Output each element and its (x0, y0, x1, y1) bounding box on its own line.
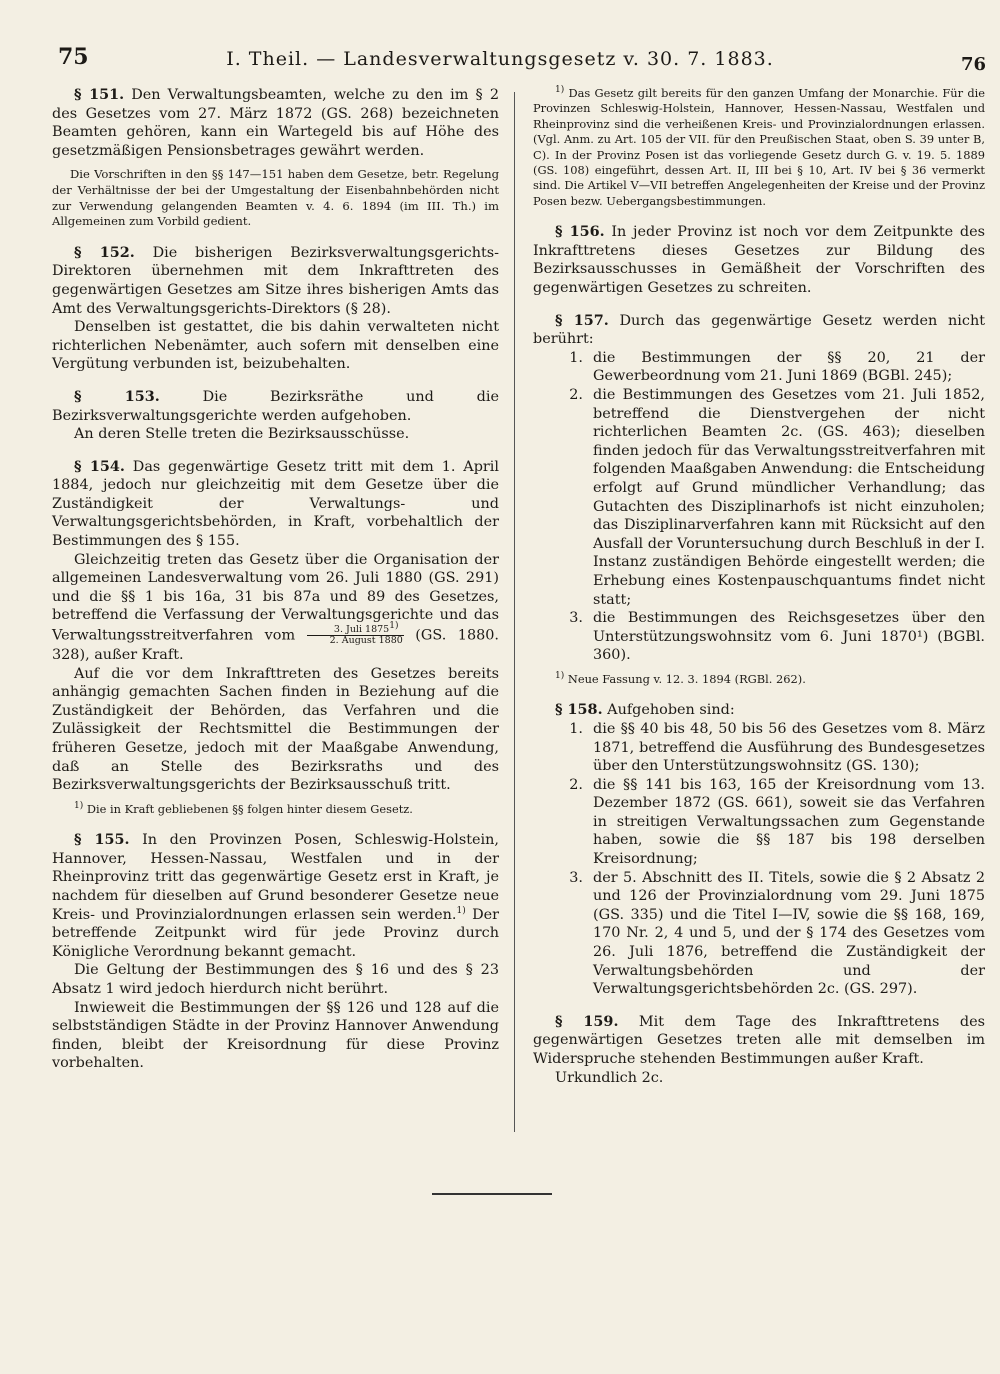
item-text: der 5. Abschnitt des II. Titels, sowie die § 2 Absatz 2 und 126 der Provinzialordnung vom 29. Juni 1875 (GS. 335) und die Titel I—IV, sowie die §§ 168, 169, 170 Nr. 2, 4 und 5, und der § 174 des Gesetzes vom 26. Juli 1876, betreffend die Zuständigkeit der Verwaltungsbehörden und der Verwaltungsgerichtsbehörden 2c. (GS. 297). (593, 869, 985, 998)
section-153-para-2: An deren Stelle treten die Bezirksausschüsse. (74, 426, 410, 443)
section-154-para-2 (52, 551, 499, 665)
section-158 (533, 701, 985, 720)
footnote-mark: 1) (555, 85, 565, 96)
page-number-left: 75 (58, 44, 89, 70)
footnote-text: Das Gesetz gilt bereits für den ganzen Umfang der Monarchie. Für die Provinzen Schleswig-Holstein, Hannover, Hessen-Nassau, Westfalen und Rheinprovinz sind die verheißenen Kreis- und Provinzialordnungen erlassen. (Vgl. Anm. zu Art. 105 der VII. für den Preußischen Staat, oben S. 39 unter B, C). In der Provinz Posen ist das vorliegende Gesetz durch G. v. 19. 5. 1889 (GS. 108) eingeführt, dessen Art. II, III bei § 10, Art. IV bei § 36 vermerkt sind. Die Artikel V—VII betreffen Angelegenheiten der Kreise und der Provinz Posen bezw. Uebergangsbestimmungen. (533, 86, 985, 208)
note-151 (52, 167, 499, 229)
section-text: Mit dem Tage des Inkrafttretens des gegenwärtigen Gesetzes treten alle mit demselben im Widerspruche stehenden Bestimmungen außer Kraft. (533, 1013, 985, 1067)
section-text: Die Bezirksräthe und die Bezirksverwaltungsgerichte werden aufgehoben. (52, 388, 500, 424)
footnote-right-2 (533, 672, 985, 687)
section-label: § 156. (555, 223, 605, 241)
section-159 (533, 1013, 985, 1069)
list-item (533, 609, 985, 665)
para-text: (GS. 1880. 328), außer Kraft. (52, 627, 499, 664)
running-title: I. Theil. — Landesverwaltungsgesetz v. 30. 7. 1883. (226, 48, 774, 70)
section-155 (52, 831, 499, 961)
section-152 (52, 244, 499, 318)
section-155-para-2: Die Geltung der Bestimmungen des § 16 und des § 23 Absatz 1 wird jedoch hierdurch nicht berührt. (52, 962, 499, 997)
list-item (533, 869, 985, 999)
list-item (533, 386, 985, 609)
section-text: Das gegenwärtige Gesetz tritt mit dem 1. April 1884, jedoch nur gleichzeitig mit dem Gesetze über die Zuständigkeit der Verwaltungs- und Verwaltungsgerichtsbehörden, in Kraft, vorbehaltlich der Bestimmungen des § 155. (52, 458, 499, 550)
item-number: 2. (569, 776, 583, 793)
section-text: Den Verwaltungsbeamten, welche zu den im § 2 des Gesetzes vom 27. März 1872 (GS. 268) bezeichneten Beamten gehören, kann ein Wartegeld bis auf Höhe des gesetzmäßigen Pensionsbetrages gewährt werden. (52, 87, 499, 159)
item-number: 3. (569, 610, 583, 627)
section-text: Aufgehoben sind: (607, 702, 735, 719)
footnote-left-1 (52, 802, 499, 817)
column-divider (514, 92, 515, 1132)
item-number: 1. (569, 349, 583, 366)
note-text: Die Vorschriften in den §§ 147—151 haben dem Gesetze, betr. Regelung der Verhältnisse der bei der Umgestaltung der Eisenbahnbehörden nicht zur Verwendung gelangenden Beamten v. 4. 6. 1894 (im III. Th.) im Allgemeinen zum Vorbild gedient. (52, 167, 499, 229)
section-154-para-3: Auf die vor dem Inkrafttreten des Gesetzes bereits anhängig gemachten Sachen finden in Beziehung auf die Zuständigkeit der Behörden, das Verfahren und die Zulässigkeit der Rechtsmittel die Bestimmungen der früheren Gesetze, jedoch mit der Maaßgabe Anwendung, daß an Stelle des Bezirksraths und des Bezirksverwaltungsgerichts der Bezirksausschuß tritt. (52, 665, 499, 794)
footnote-mark: 1) (555, 671, 565, 682)
item-text: die Bestimmungen des Gesetzes vom 21. Juli 1852, betreffend die Dienstvergehen der nicht richterlichen Beamten 2c. (GS. 463); dieselben finden jedoch für das Verwaltungsstreitverfahren mit folgenden Maaßgaben Anwendung: die Entscheidung erfolgt auf Grund mündlicher Verhandlung; das Gutachten des Disziplinarhofs ist nicht einzuholen; das Disziplinarverfahren kann mit Rücksicht auf den Ausfall der Voruntersuchung durch Beschluß in der I. Instanz zuständigen Behörde eingestellt werden; die Erhebung eines Kostenpauschquantums findet nicht statt; (593, 387, 985, 608)
section-157-list (533, 349, 985, 665)
list-item (533, 720, 985, 776)
item-number: 2. (569, 387, 583, 403)
footnote-text: Neue Fassung v. 12. 3. 1894 (RGBl. 262). (567, 671, 806, 686)
section-152-para-2: Denselben ist gestattet, die bis dahin verwalteten nicht richterlichen Nebenämter, auch sofern mit denselben eine Vergütung verbunden ist, beizubehalten. (52, 319, 499, 373)
section-label: § 153. (74, 387, 160, 405)
section-label: § 152. (74, 243, 135, 261)
section-153 (52, 388, 499, 425)
footnote-text: Die in Kraft gebliebenen §§ folgen hinter diesem Gesetz. (86, 801, 413, 816)
para-text: Gleichzeitig treten das Gesetz über die Organisation der allgemeinen Landesverwaltung vom 26. Juli 1880 (GS. 291) und die §§ 1 bis 16a, 31 bis 87a und 89 des Gesetzes, betreffend die Verfassung der Verwaltungsgerichte und das Verwaltungsstreitverfahren vom (52, 551, 499, 644)
left-column (52, 86, 499, 1073)
item-text: die Bestimmungen des Reichsgesetzes über den Unterstützungswohnsitz vom 6. Juni 1870¹) (BGBl. 360). (593, 610, 985, 664)
section-text: In jeder Provinz ist noch vor dem Zeitpunkte des Inkrafttretens dieses Gesetzes zur Bildung des Bezirksausschusses in Gemäßheit der Vorschriften des gegenwärtigen Gesetzes zu schreiten. (533, 224, 985, 297)
fraction-bottom: 2. August 1880 (329, 635, 403, 647)
footnote-ref: 1) (456, 905, 466, 916)
section-text: Der betreffende Zeitpunkt wird für jede Provinz durch Königliche Verordnung bekannt gemacht. (52, 906, 499, 960)
section-text: Die bisherigen Bezirksverwaltungsgerichts-Direktoren übernehmen mit dem Inkrafttreten des gegenwärtigen Gesetzes am Sitze ihres bisherigen Amts das Amt des Verwaltungsgerichts-Direktors (§ 28). (52, 244, 499, 317)
section-151 (52, 86, 499, 160)
section-155-para-3: Inwieweit die Bestimmungen der §§ 126 und 128 auf die selbstständigen Städte in der Provinz Hannover Anwendung finden, bleibt der Kreisordnung für diese Provinz vorbehalten. (52, 999, 499, 1072)
section-text: In den Provinzen Posen, Schleswig-Holstein, Hannover, Hessen-Nassau, Westfalen und in der Rheinprovinz tritt das gegenwärtige Gesetz erst in Kraft, je nachdem für dieselben auf Grund besonderer Gesetze neue Kreis- und Provinzialordnungen erlassen sein werden. (52, 832, 499, 923)
footnote-right-top (533, 86, 985, 209)
item-number: 3. (569, 869, 583, 886)
footnote-mark: 1) (74, 800, 84, 811)
closing-formula: Urkundlich 2c. (555, 1069, 664, 1086)
section-label: § 151. (74, 86, 125, 103)
fraction-top: 3. Juli 1875 (333, 624, 390, 636)
item-number: 1. (569, 720, 583, 737)
footnote-ref: 1) (389, 620, 399, 631)
item-text: die §§ 141 bis 163, 165 der Kreisordnung vom 13. Dezember 1872 (GS. 661), soweit sie das Verfahren in streitigen Verwaltungssachen zum Gegenstande haben, sowie die §§ 187 bis 198 derselben Kreisordnung; (593, 776, 985, 868)
list-item (533, 776, 985, 869)
page-header (0, 40, 1000, 80)
list-item (533, 349, 985, 386)
section-label: § 158. (555, 701, 603, 719)
item-text: die Bestimmungen der §§ 20, 21 der Gewerbeordnung vom 21. Juni 1869 (BGBl. 245); (593, 349, 985, 385)
item-text: die §§ 40 bis 48, 50 bis 56 des Gesetzes vom 8. März 1871, betreffend die Ausführung des Bundesgesetzes über den Unterstützungswohnsitz (GS. 130); (593, 720, 985, 775)
section-156 (533, 223, 985, 297)
page-number-right: 76 (960, 54, 986, 75)
section-label: § 159. (555, 1012, 619, 1030)
section-158-list (533, 720, 985, 999)
section-label: § 157. (555, 311, 609, 329)
date-fraction (307, 620, 404, 647)
section-text: Durch das gegenwärtige Gesetz werden nicht berührt: (533, 312, 985, 348)
section-label: § 155. (74, 831, 130, 849)
end-rule (432, 1193, 552, 1195)
section-157 (533, 312, 985, 349)
section-label: § 154. (74, 457, 125, 475)
right-column (533, 86, 985, 1087)
section-154 (52, 458, 499, 551)
